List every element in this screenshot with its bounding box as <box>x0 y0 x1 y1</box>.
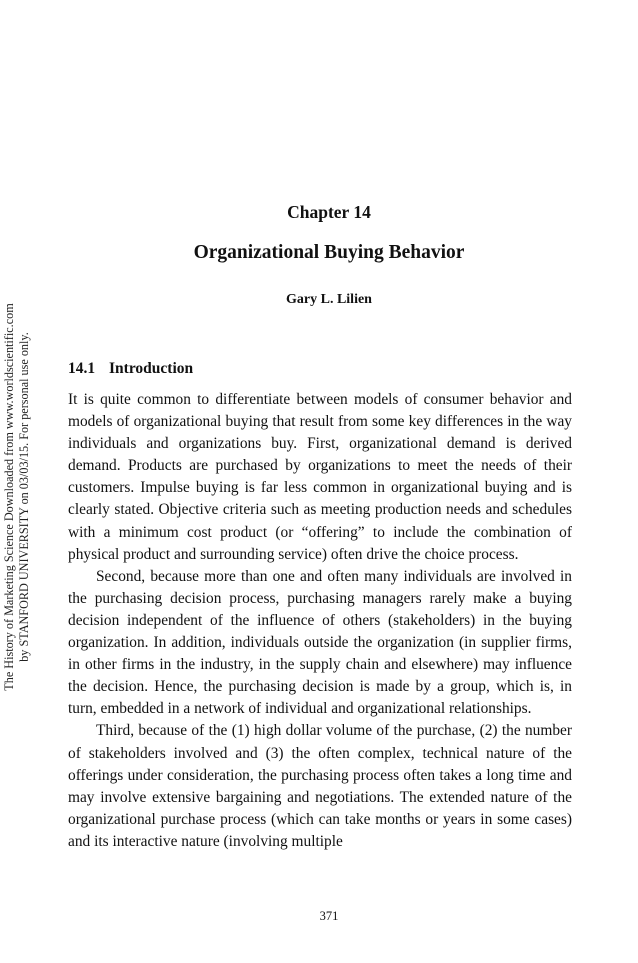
paragraph: Third, because of the (1) high dollar volume of the purchase, (2) the number of stakeholders involved and (3) the often complex, technical nature of the offerings under consideration, the purchasing process often takes a long time and may involve extensive bargaining and negotiations. The extended nature of the organizational purchase process (which can take months or years in some cases) and its interactive nature (involving multiple <box>68 722 572 850</box>
paragraph: It is quite common to differentiate between models of consumer behavior and models of organizational buying that result from some key differences in the way individuals and organizations buy. First, organizational demand is derived demand. Products are purchased by organizations to meet the needs of their customers. Impulse buying is far less common in organizational buying and is clearly stated. Objective criteria such as meeting production needs and schedules with a minimum cost product (or “offering” to include the combination of physical product and surrounding service) often drive the choice process. <box>68 391 572 563</box>
body-text <box>68 389 572 853</box>
section-heading <box>68 360 193 378</box>
section-number: 14.1 <box>68 360 96 377</box>
chapter-author: Gary L. Lilien <box>286 292 372 307</box>
page-number: 371 <box>319 909 339 923</box>
paragraph: Second, because more than one and often many individuals are involved in the purchasing decision process, purchasing managers rarely make a buying decision independent of the influence of others (stakeholders) in the buying organization. In addition, individuals outside the organization (in supplier firms, in other firms in the industry, in the supply chain and elsewhere) may influence the decision. Hence, the purchasing decision is made by a group, which is, in turn, embedded in a network of individual and organizational relationships. <box>68 567 572 718</box>
chapter-title: Organizational Buying Behavior <box>193 242 465 263</box>
chapter-label: Chapter 14 <box>287 202 371 222</box>
watermark-line-1: The History of Marketing Science Downloaded from www.worldscientific.com <box>2 303 16 691</box>
watermark-line-2: by STANFORD UNIVERSITY on 03/03/15. For personal use only. <box>17 332 31 662</box>
section-title: Introduction <box>109 360 194 377</box>
download-watermark <box>2 292 32 702</box>
